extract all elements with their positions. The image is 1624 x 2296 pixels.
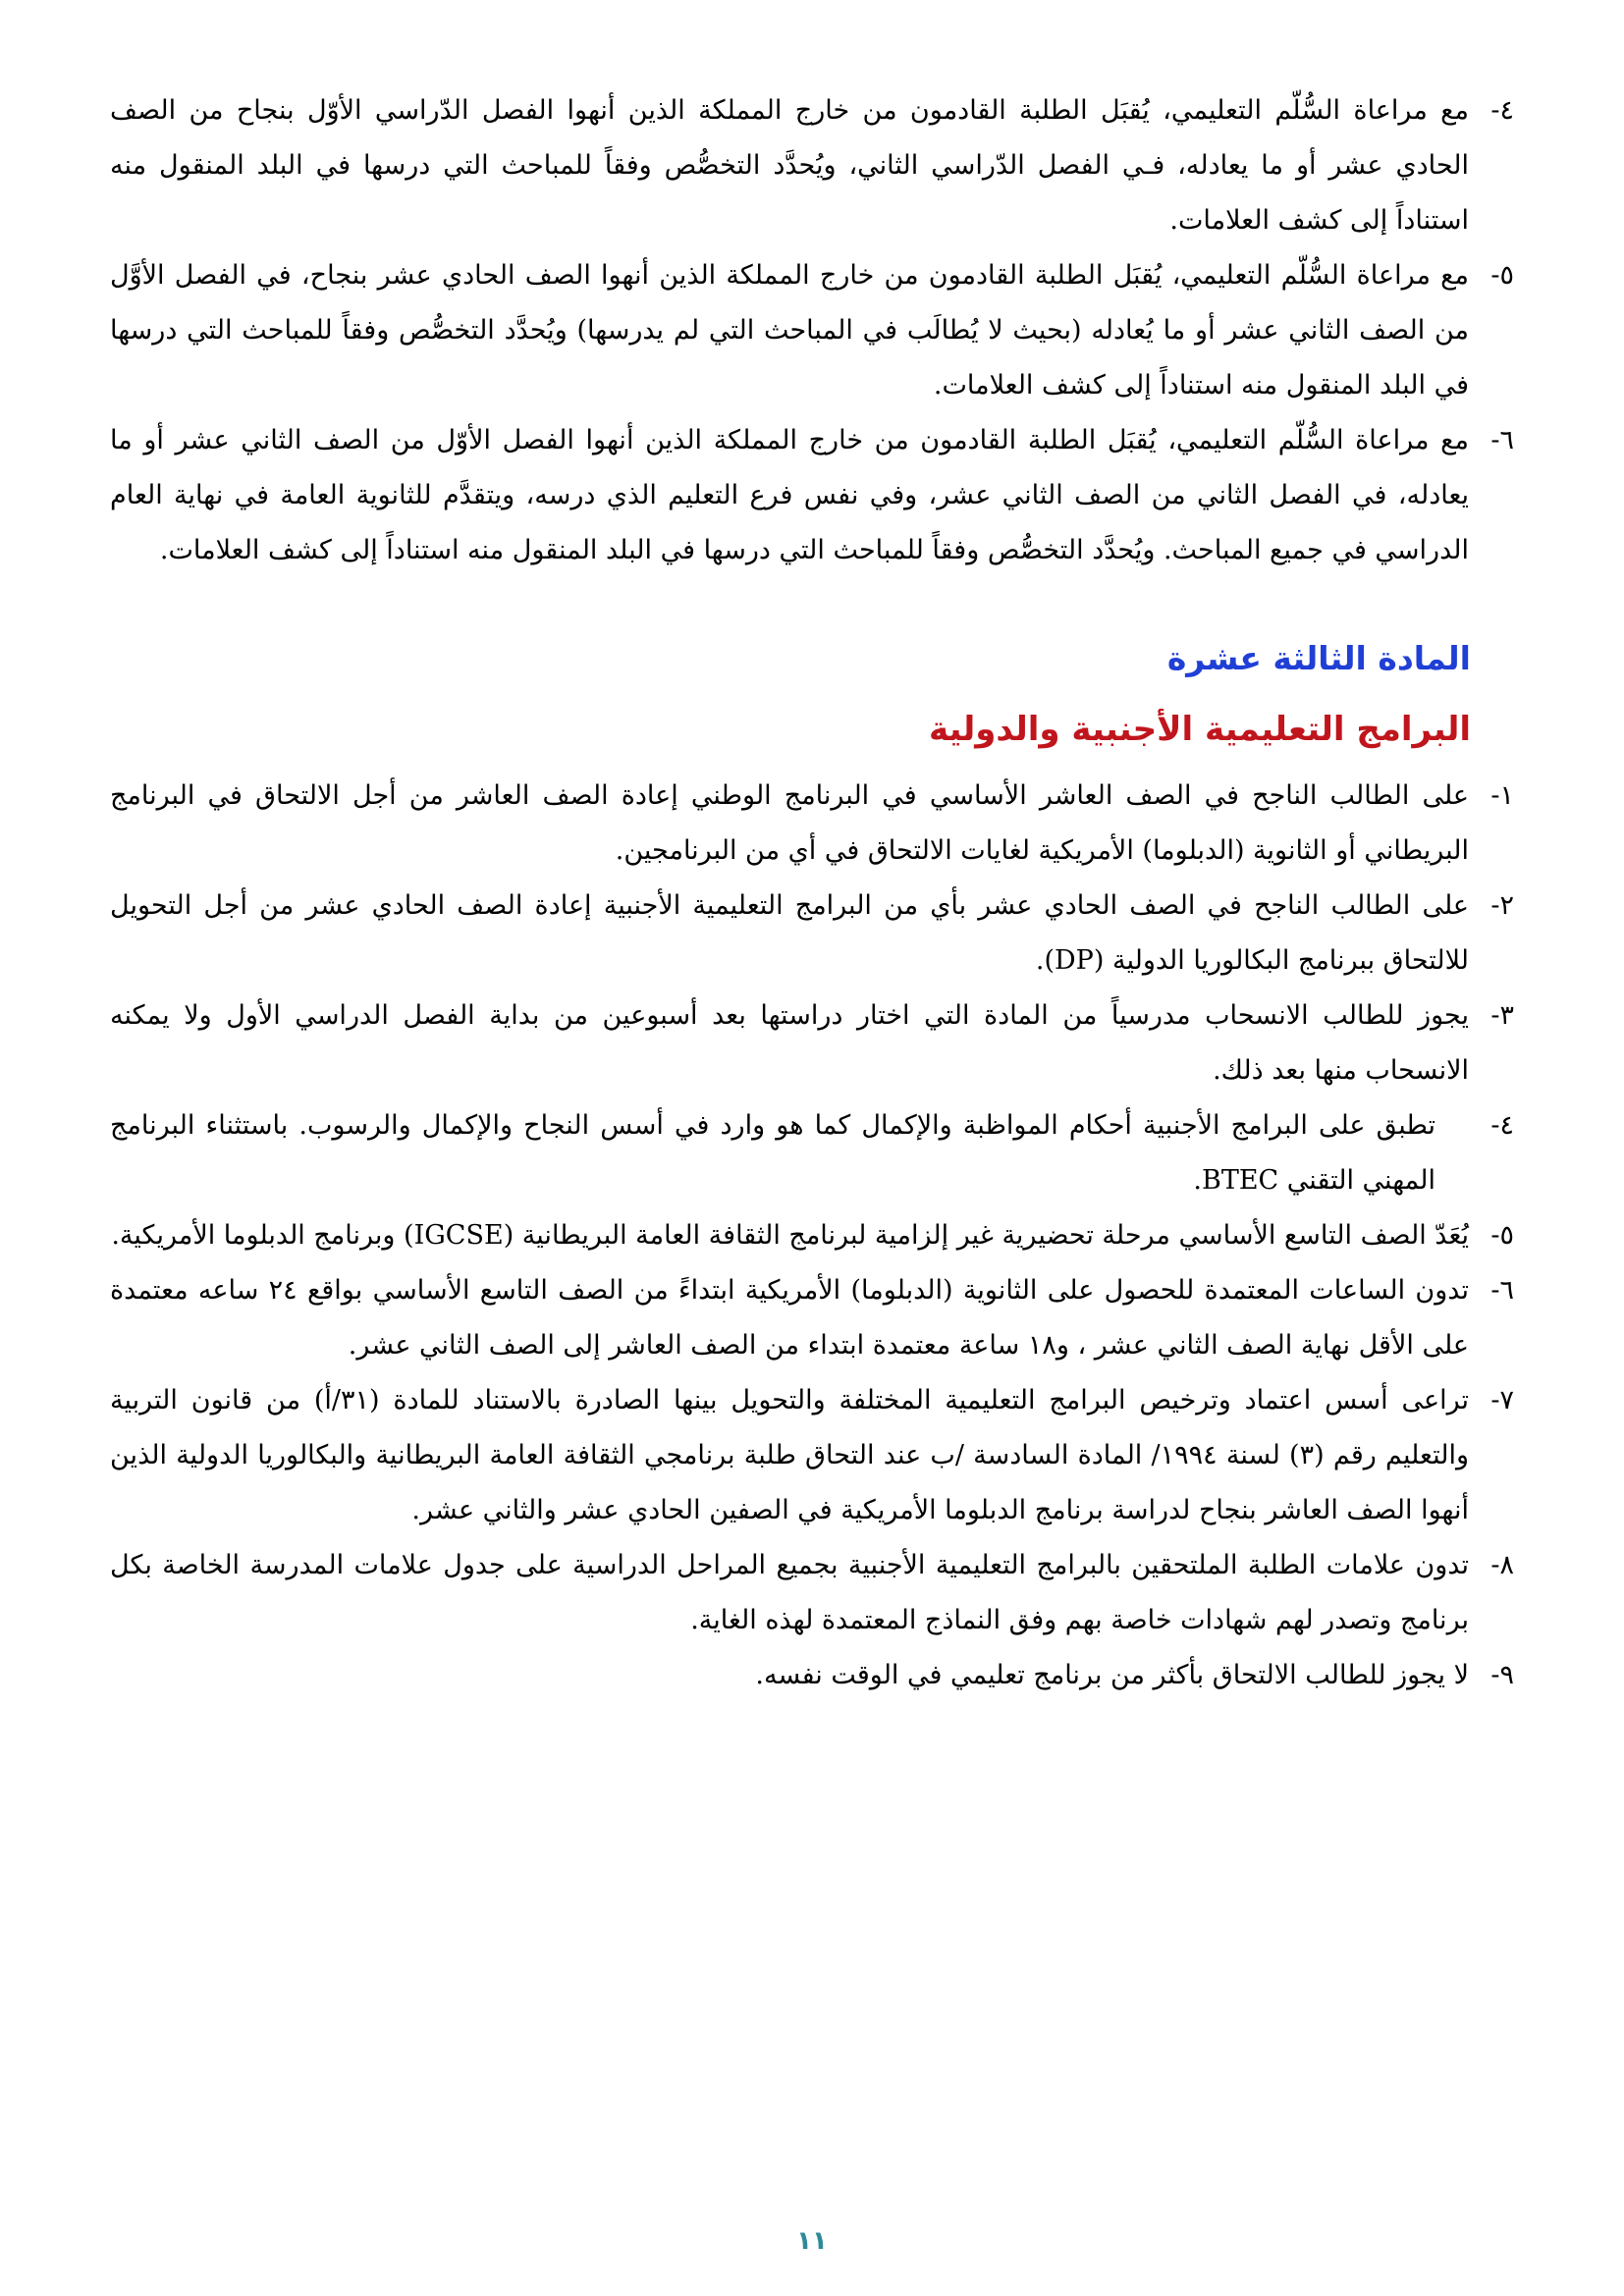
list-item (110, 1373, 1514, 1538)
item-text: على الطالب الناجح في الصف العاشر الأساسي في البرنامج الوطني إعادة الصف العاشر من أجل الالتحاق في البرنامج البريطاني أو الثانوية (الدبلوما) الأمريكية لغايات الالتحاق في أي من البرنامجين. (110, 780, 1469, 866)
item-number: ٥- (1490, 1220, 1514, 1251)
list-item (110, 248, 1514, 413)
item-text: تطبق على البرامج الأجنبية أحكام المواظبة والإكمال كما هو وارد في أسس النجاح والإكمال والرسوب. باستثناء البرنامج المهني التقني BTEC. (110, 1110, 1435, 1196)
item-text: يُعَدّ الصف التاسع الأساسي مرحلة تحضيرية غير إلزامية لبرنامج الثقافة العامة البريطانية (IGCSE) وبرنامج الدبلوما الأمريكية. (111, 1220, 1469, 1251)
article-title: البرامج التعليمية الأجنبية والدولية (928, 710, 1471, 749)
item-text: على الطالب الناجح في الصف الحادي عشر بأي من البرامج التعليمية الأجنبية إعادة الصف الحادي عشر من أجل التحويل للالتحاق ببرنامج البكالوريا الدولية (DP). (110, 890, 1470, 976)
article-heading: المادة الثالثة عشرة (1166, 639, 1471, 677)
list-item (110, 879, 1514, 988)
list-item (110, 1648, 1514, 1703)
item-text: يجوز للطالب الانسحاب مدرسياً من المادة التي اختار دراستها بعد أسبوعين من بداية الفصل الدراسي الأول ولا يمكنه الانسحاب منها بعد ذلك. (110, 1000, 1469, 1086)
item-text: مع مراعاة السُّلّم التعليمي، يُقبَل الطلبة القادمون من خارج المملكة الذين أنهوا الصف الحادي عشر بنجاح، في الفصل الأوَّل من الصف الثاني عشر أو ما يُعادله (بحيث لا يُطالَب في المباحث التي لم يدرسها) ويُحدَّد التخصُّص وفقاً للمباحث التي درسها في البلد المنقول منه استناداً إلى كشف العلامات. (110, 260, 1469, 400)
item-number: ١- (1490, 780, 1514, 811)
item-number: ٦- (1490, 425, 1514, 455)
item-number: ٣- (1490, 1000, 1514, 1031)
item-text: لا يجوز للطالب الالتحاق بأكثر من برنامج تعليمي في الوقت نفسه. (755, 1660, 1469, 1690)
item-number: ٦- (1490, 1275, 1514, 1306)
list-item (110, 413, 1514, 578)
list-item (110, 1538, 1514, 1648)
item-number: ٧- (1490, 1385, 1514, 1415)
previous-article-items (110, 83, 1514, 578)
list-item (110, 769, 1514, 879)
article-items (110, 769, 1514, 1703)
item-number: ٢- (1490, 890, 1514, 921)
item-text: تدون الساعات المعتمدة للحصول على الثانوية (الدبلوما) الأمريكية ابتداءً من الصف التاسع الأساسي بواقع ٢٤ ساعه معتمدة على الأقل نهاية الصف الثاني عشر ، و١٨ ساعة معتمدة ابتداء من الصف العاشر إلى الصف الثاني عشر. (110, 1275, 1469, 1361)
list-item (110, 988, 1514, 1098)
list-item (110, 1263, 1514, 1373)
item-number: ٤- (1490, 95, 1514, 126)
list-item (110, 1208, 1514, 1263)
item-text: مع مراعاة السُّلّم التعليمي، يُقبَل الطلبة القادمون من خارج المملكة الذين أنهوا الفصل الدّراسي الأوّل بنجاح من الصف الحادي عشر أو ما يعادله، فـي الفصل الدّراسي الثاني، ويُحدَّد التخصُّص وفقاً للمباحث التي درسها في البلد المنقول منه استناداً إلى كشف العلامات. (110, 95, 1469, 236)
item-text: تراعى أسس اعتماد وترخيص البرامج التعليمية المختلفة والتحويل بينها الصادرة بالاستناد للمادة (٣١/أ) من قانون التربية والتعليم رقم (٣) لسنة ١٩٩٤/ المادة السادسة /ب عند التحاق طلبة برنامجي الثقافة العامة البريطانية والبكالوريا الدولية الذين أنهوا الصف العاشر بنجاح لدراسة برنامج الدبلوما الأمريكية في الصفين الحادي عشر والثاني عشر. (110, 1385, 1469, 1525)
item-number: ٥- (1490, 260, 1514, 291)
item-text: تدون علامات الطلبة الملتحقين بالبرامج التعليمية الأجنبية بجميع المراحل الدراسية على جدول علامات المدرسة الخاصة بكل برنامج وتصدر لهم شهادات خاصة بهم وفق النماذج المعتمدة لهذه الغاية. (110, 1550, 1469, 1635)
document-page (110, 83, 1514, 1703)
list-item (110, 83, 1514, 248)
item-number: ٨- (1490, 1550, 1514, 1580)
item-number: ٩- (1490, 1660, 1514, 1690)
item-number: ٤- (1490, 1110, 1514, 1141)
item-text: مع مراعاة السُّلّم التعليمي، يُقبَل الطلبة القادمون من خارج المملكة الذين أنهوا الفصل الأوّل من الصف الثاني عشر أو ما يعادله، في الفصل الثاني من الصف الثاني عشر، وفي نفس فرع التعليم الذي درسه، ويتقدَّم للثانوية العامة في نهاية العام الدراسي في جميع المباحث. ويُحدَّد التخصُّص وفقاً للمباحث التي درسها في البلد المنقول منه استناداً إلى كشف العلامات. (110, 425, 1469, 565)
page-number: ١١ (796, 2226, 828, 2256)
list-item (110, 1098, 1514, 1208)
